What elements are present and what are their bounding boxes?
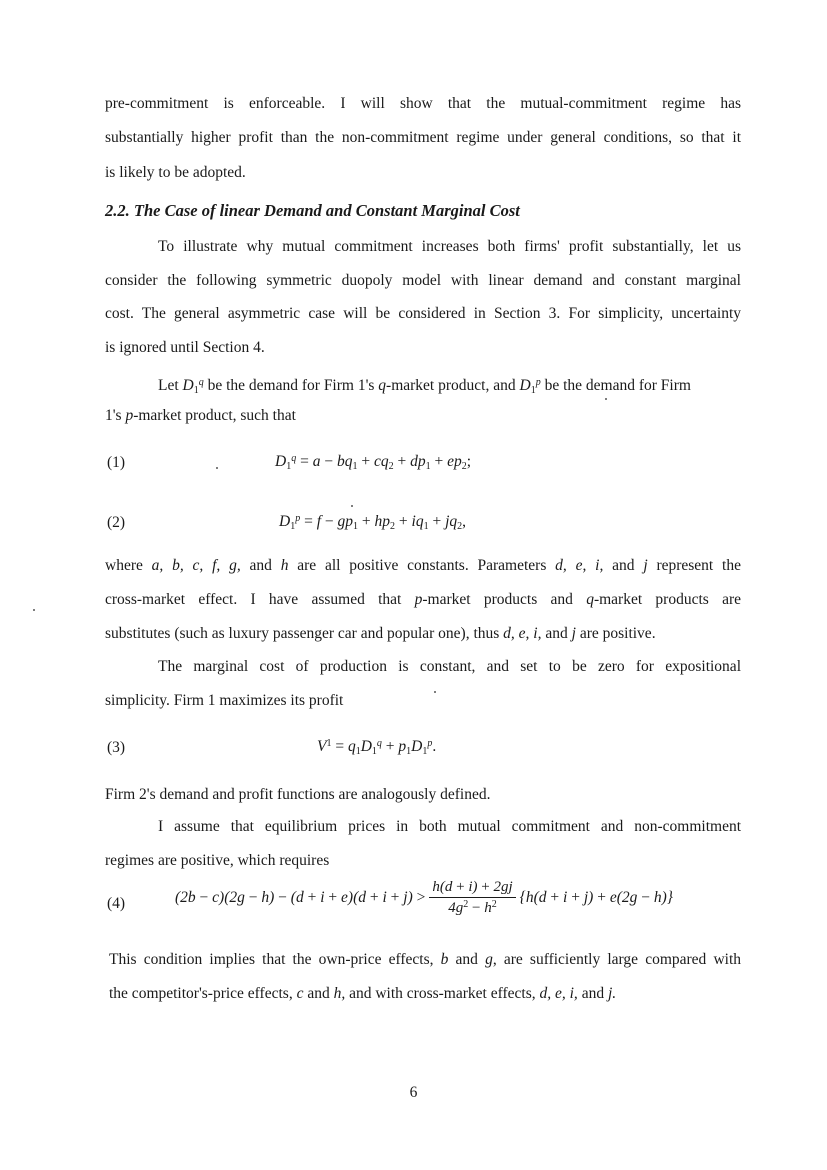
var-h: h,: [333, 985, 346, 1002]
scan-speck: [33, 609, 35, 611]
text-run: and: [240, 557, 281, 574]
var-h: h: [280, 557, 289, 574]
var-g: g: [485, 951, 493, 968]
para7-line2: regimes are positive, which requires: [105, 852, 330, 869]
equation-4-fraction: $\frac{h(d + i) + 2gj}{4g^2 - h^2}$: [429, 879, 515, 917]
para2-line3: cost. The general asymmetric case will be considered in Section 3. For simplicity, uncertainty: [105, 305, 741, 322]
equation-3: $V^1 = q_1D_1^q + p_1D_1^p$.: [317, 738, 437, 757]
para8-line2: [109, 984, 616, 1004]
var-q: q: [378, 377, 387, 394]
text-run: , are sufficiently large compared with: [492, 951, 742, 968]
para6-line1: Firm 2's demand and profit functions are analogously defined.: [105, 786, 491, 803]
text-run: and: [303, 985, 334, 1002]
scan-speck: [605, 398, 607, 400]
text-run: are positive.: [575, 625, 656, 642]
var-j: j: [643, 557, 648, 574]
para2-line1: To illustrate why mutual commitment increases both firms' profit substantially, let us: [158, 238, 741, 255]
var-p: p: [414, 591, 423, 608]
equation-4: (2b − c)(2g − h) − (d + i + e)(d + i + j) > $\frac{h(d + i) + 2gj}{4g^2 - h^2}$ {h(d + i + j) + e(2g − h)}: [175, 879, 673, 916]
var-j: j: [571, 625, 576, 642]
equation-2-number: (2): [107, 514, 126, 531]
para5-line2: simplicity. Firm 1 maximizes its profit: [105, 692, 344, 709]
text-run: and: [448, 951, 486, 968]
equation-1: $D_1^q = a - bq_1 + cq_2 + dp_1 + ep_2$;: [275, 453, 472, 472]
text-run: cross-market effect. I have assumed that: [105, 591, 415, 608]
text-run: -market product, and: [386, 377, 520, 394]
text-run: and: [577, 985, 608, 1002]
text-run: are all positive constants. Parameters: [288, 557, 556, 574]
para1-line1: pre-commitment is enforceable. I will show that the mutual-commitment regime has: [105, 95, 741, 112]
text-run: This condition implies that the own-price effects,: [109, 951, 441, 968]
text-run: 1's: [105, 407, 126, 424]
text-run: be the demand for Firm: [540, 377, 691, 394]
para4-line1: [105, 556, 741, 576]
para1-line2: substantially higher profit than the non-commitment regime under general conditions, so that it: [105, 129, 741, 146]
var-p: p: [125, 407, 134, 424]
equation-2: $D_1^p = f - gp_1 + hp_2 + iq_1 + jq_2$,: [279, 513, 467, 532]
var-j: j.: [607, 985, 617, 1002]
para2-line4: is ignored until Section 4.: [105, 339, 265, 356]
var-list: a, b, c, f, g,: [151, 557, 241, 574]
text-run: be the demand for Firm 1's: [203, 377, 379, 394]
var-b: b: [440, 951, 449, 968]
text-run: -market products are: [593, 591, 741, 608]
text-run: and with cross-market effects,: [345, 985, 540, 1002]
text-run: substitutes (such as luxury passenger car and popular one), thus: [105, 625, 504, 642]
equation-3-number: (3): [107, 739, 126, 756]
text-run: and: [541, 625, 572, 642]
para3-line2: [105, 406, 296, 426]
para4-line3: [105, 624, 656, 644]
para3-line1: Let $D_1^q$ be the demand for Firm 1's q-market product, and $D_1^p$ be the demand for Firm: [158, 377, 691, 396]
para8-line1: [109, 950, 741, 970]
scan-speck: [216, 467, 218, 469]
text-run: represent the: [647, 557, 741, 574]
para1-line3: is likely to be adopted.: [105, 164, 246, 181]
var-q: q: [586, 591, 594, 608]
text-run: the competitor's-price effects,: [109, 985, 297, 1002]
text-run: where: [105, 557, 152, 574]
section-heading: 2.2. The Case of linear Demand and Constant Marginal Cost: [105, 201, 520, 220]
equation-1-number: (1): [107, 454, 126, 471]
text-run: Let: [158, 377, 183, 394]
param-list: d, e, i,: [539, 985, 578, 1002]
param-list: d, e, i,: [503, 625, 542, 642]
para7-line1: I assume that equilibrium prices in both mutual commitment and non-commitment: [158, 818, 741, 835]
para5-line1: The marginal cost of production is constant, and set to be zero for expositional: [158, 658, 741, 675]
equation-4-number: (4): [107, 895, 126, 912]
scan-speck: [351, 505, 353, 507]
scan-speck: [434, 691, 436, 693]
para4-line2: [105, 590, 741, 610]
para2-line2: consider the following symmetric duopoly model with linear demand and constant marginal: [105, 272, 741, 289]
text-run: -market product, such that: [133, 407, 296, 424]
text-run: and: [603, 557, 644, 574]
page-number: 6: [409, 1084, 418, 1101]
text-run: -market products and: [422, 591, 587, 608]
var-c: c: [296, 985, 304, 1002]
param-list: d, e, i,: [555, 557, 604, 574]
